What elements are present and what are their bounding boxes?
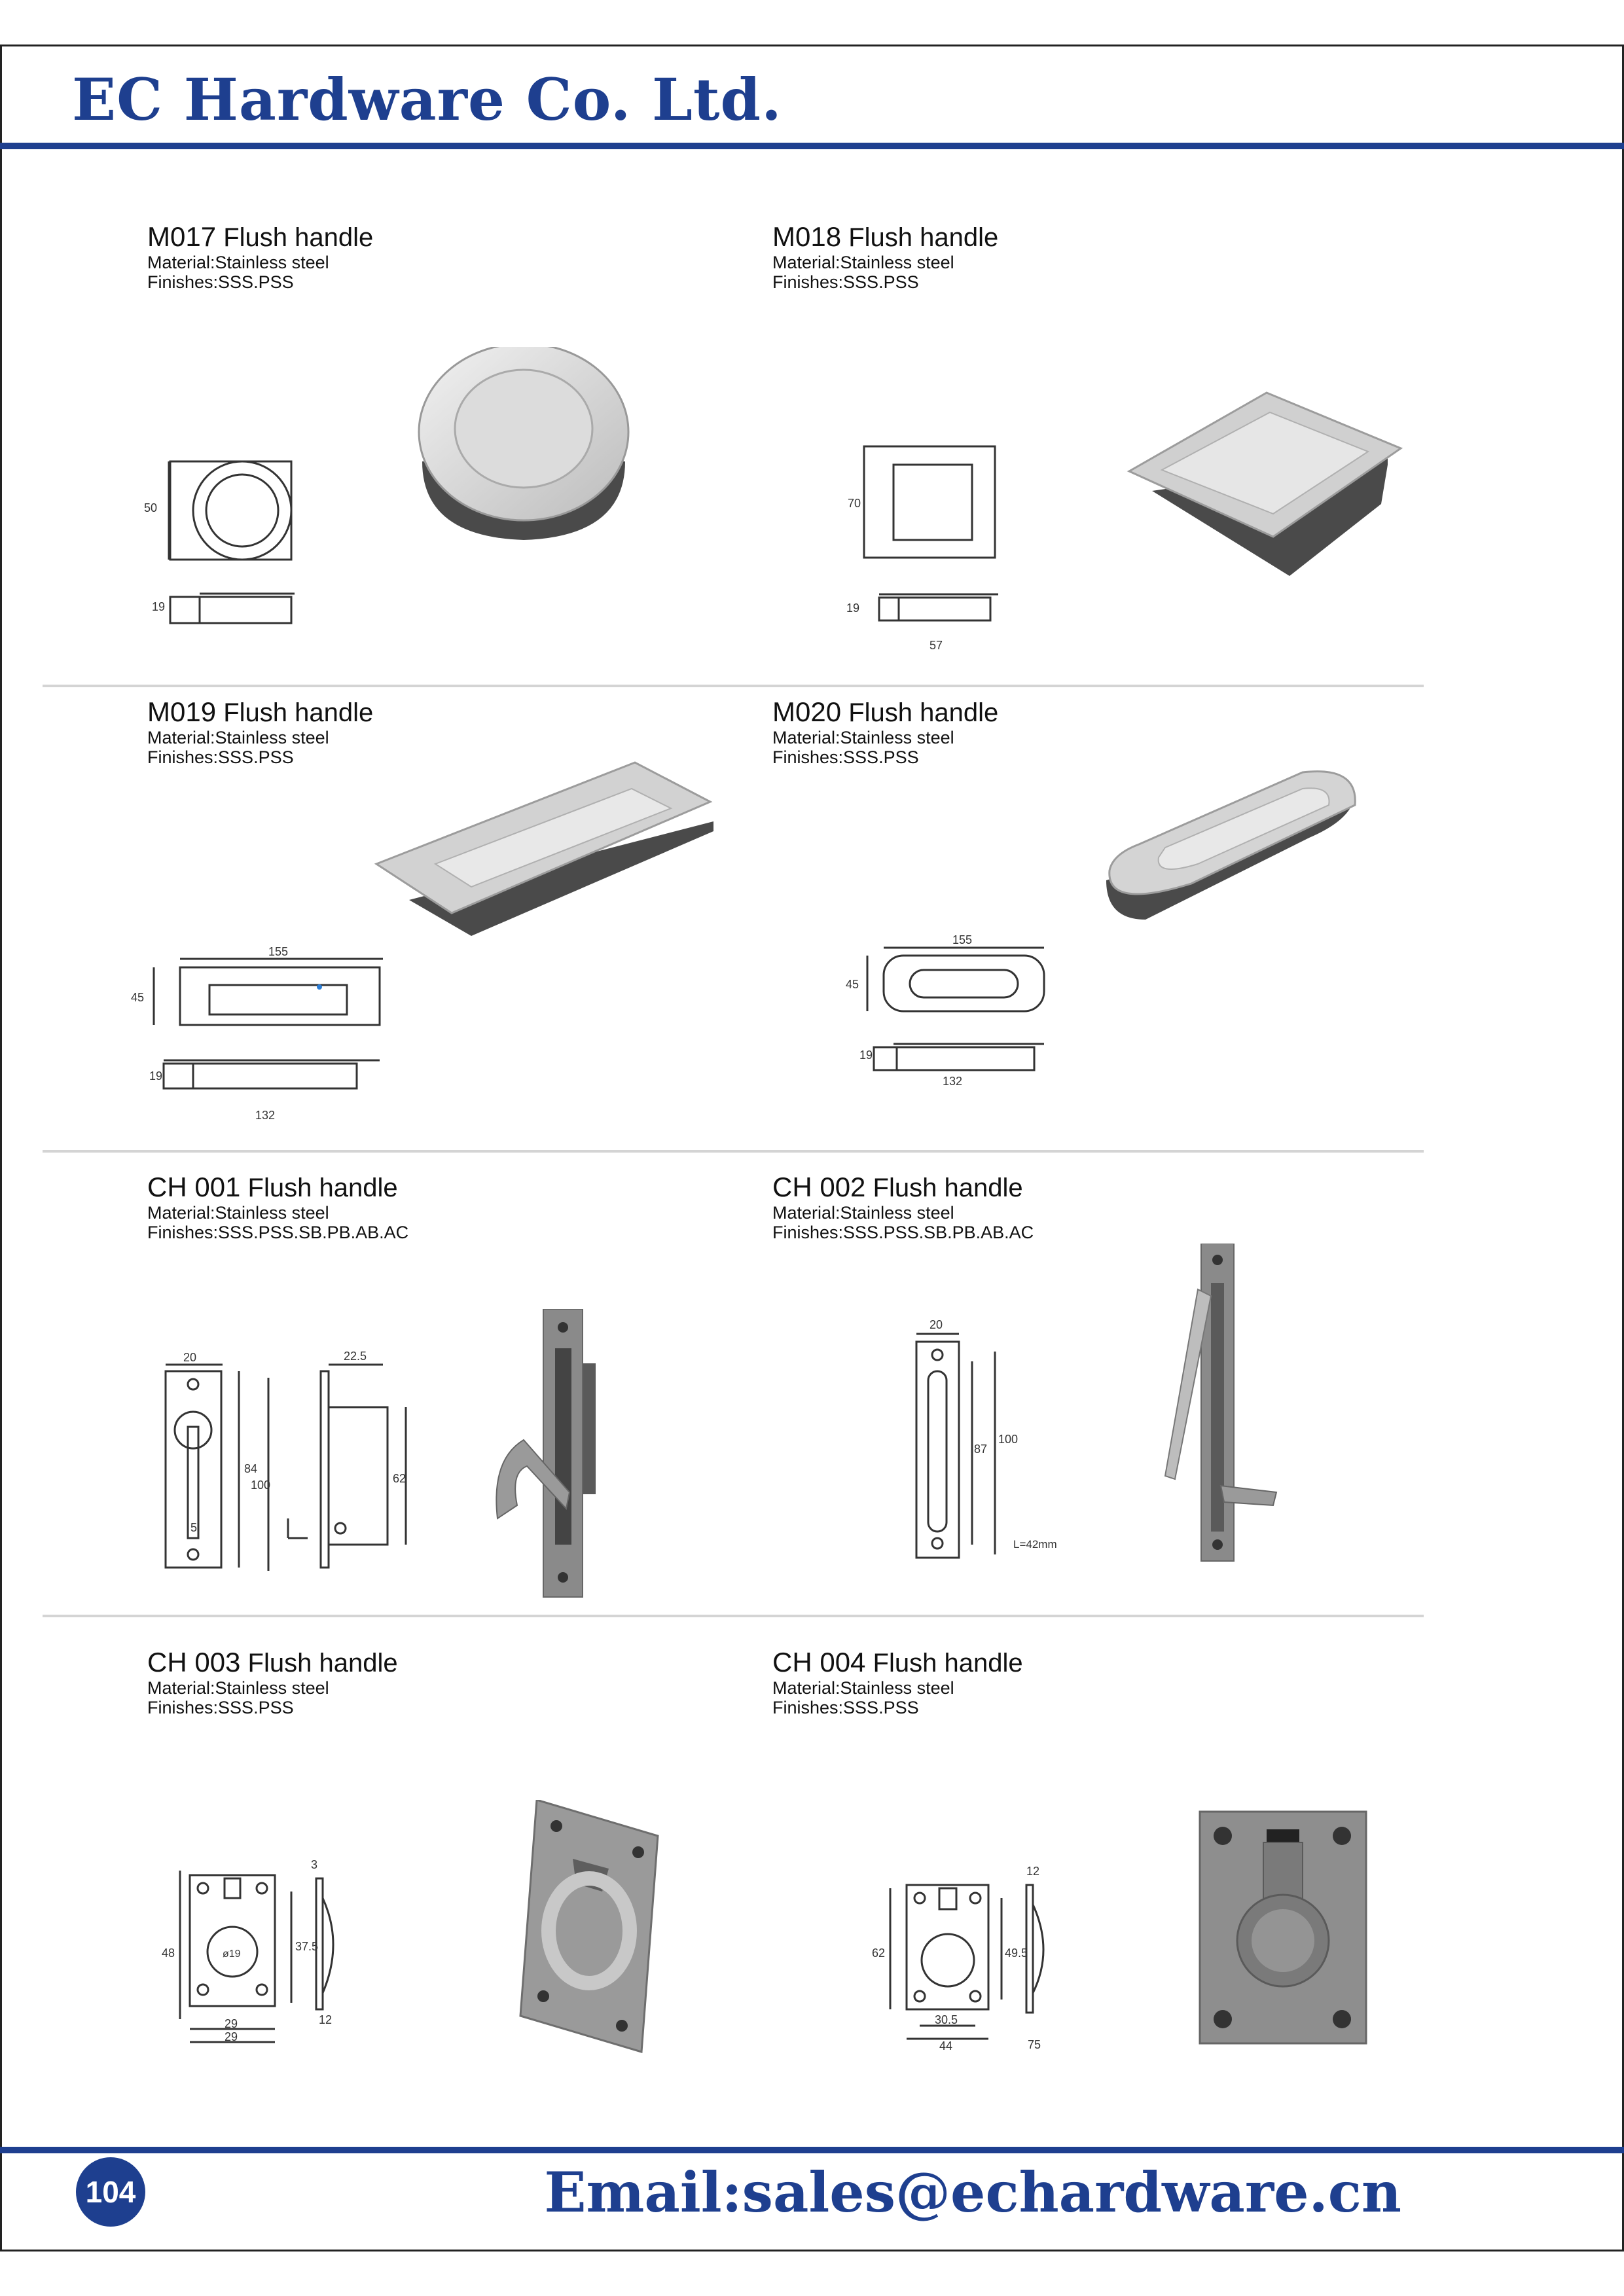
dimension-label: 75: [1028, 2038, 1041, 2051]
dimension-label: 20: [929, 1318, 943, 1331]
dimension-label: 62: [393, 1472, 406, 1485]
row-separator: [43, 1150, 1424, 1153]
dimension-label: 20: [183, 1351, 197, 1364]
dimension-label: 30.5: [935, 2013, 958, 2026]
dimension-label: 50: [144, 501, 158, 514]
product-code: CH 002: [772, 1172, 866, 1202]
product-title: [772, 696, 998, 728]
product-material: Material:Stainless steel: [772, 728, 954, 747]
product-m018: [772, 221, 998, 292]
dimension-label: 19: [859, 1049, 873, 1062]
m018-technical-drawing: [841, 439, 1011, 661]
dimension-label: 3: [311, 1858, 318, 1871]
product-m019: [147, 696, 373, 767]
product-ch001: [147, 1172, 408, 1242]
m017-technical-drawing: [137, 452, 308, 641]
product-code: M020: [772, 696, 842, 727]
header-rule: [0, 143, 1624, 149]
ch004-product-photo: [1198, 1810, 1368, 2045]
product-title: [772, 221, 998, 253]
product-code: CH 001: [147, 1172, 241, 1202]
product-finishes: Finishes:SSS.PSS: [772, 272, 919, 292]
m020-technical-drawing: [841, 929, 1064, 1100]
product-code: CH 004: [772, 1647, 866, 1677]
product-name: Flush handle: [873, 1174, 1023, 1202]
product-finishes: Finishes:SSS.PSS: [147, 747, 294, 767]
product-material: Material:Stainless steel: [147, 728, 329, 747]
product-name: Flush handle: [247, 1174, 398, 1202]
footer-rule: [0, 2147, 1624, 2153]
dimension-label: 29: [225, 2030, 238, 2043]
m018-product-photo: [1126, 386, 1414, 583]
dimension-label: L=42mm: [1013, 1538, 1057, 1551]
product-finishes: Finishes:SSS.PSS: [772, 747, 919, 767]
dimension-label: 84: [244, 1462, 258, 1475]
product-name: Flush handle: [873, 1649, 1023, 1677]
product-code: M019: [147, 696, 217, 727]
dimension-label: 155: [268, 945, 289, 958]
ch001-technical-drawing: [147, 1335, 429, 1584]
product-material: Material:Stainless steel: [772, 1678, 954, 1698]
dimension-label: 70: [848, 497, 861, 510]
company-title: EC Hardware Co. Ltd.: [72, 65, 782, 134]
dimension-label: 45: [131, 991, 145, 1004]
dimension-label: 12: [1026, 1865, 1040, 1878]
dimension-label: 132: [943, 1075, 963, 1088]
product-title: [772, 1172, 1034, 1203]
m019-product-photo: [373, 759, 713, 942]
product-finishes: Finishes:SSS.PSS.SB.PB.AB.AC: [772, 1223, 1034, 1242]
product-name: Flush handle: [247, 1649, 398, 1677]
product-title: [147, 696, 373, 728]
dimension-label: ø19: [223, 1948, 241, 1960]
dimension-label: 100: [998, 1433, 1019, 1446]
product-material: Material:Stainless steel: [772, 253, 954, 272]
dimension-label: 19: [152, 600, 166, 613]
product-name: Flush handle: [848, 223, 999, 252]
product-ch004: [772, 1647, 1023, 1717]
product-finishes: Finishes:SSS.PSS: [147, 272, 294, 292]
dimension-label: 44: [939, 2039, 953, 2053]
product-material: Material:Stainless steel: [147, 1678, 329, 1698]
dimension-label: 62: [872, 1946, 886, 1960]
dimension-label: 57: [929, 639, 943, 652]
ch003-product-photo: [511, 1800, 668, 2055]
dimension-label: 19: [846, 601, 860, 615]
dimension-label: 45: [846, 978, 859, 991]
product-title: [147, 1647, 398, 1678]
product-name: Flush handle: [848, 698, 999, 727]
product-code: CH 003: [147, 1647, 241, 1677]
product-code: M017: [147, 221, 217, 252]
ch001-product-photo: [484, 1309, 635, 1604]
dimension-label: 49.5: [1005, 1946, 1028, 1960]
product-m017: [147, 221, 373, 292]
m019-technical-drawing: [124, 942, 386, 1126]
ch003-technical-drawing: [147, 1852, 357, 2062]
product-finishes: Finishes:SSS.PSS.SB.PB.AB.AC: [147, 1223, 409, 1242]
dimension-label: 155: [952, 933, 973, 946]
product-finishes: Finishes:SSS.PSS: [147, 1698, 294, 1717]
m020-product-photo: [1093, 766, 1362, 923]
product-ch003: [147, 1647, 398, 1717]
product-name: Flush handle: [223, 223, 374, 252]
dimension-label: 29: [225, 2017, 238, 2030]
ch002-product-photo: [1159, 1244, 1303, 1571]
dimension-label: 132: [255, 1109, 276, 1122]
product-m020: [772, 696, 998, 767]
dimension-label: 12: [319, 2013, 333, 2026]
dimension-label: 19: [149, 1069, 163, 1083]
product-material: Material:Stainless steel: [772, 1203, 954, 1223]
ch004-technical-drawing: [864, 1852, 1074, 2068]
page-frame-bottom: [0, 2250, 1624, 2251]
product-finishes: Finishes:SSS.PSS: [772, 1698, 919, 1717]
dimension-label: 48: [162, 1946, 175, 1960]
product-title: [772, 1647, 1023, 1678]
product-material: Material:Stainless steel: [147, 253, 329, 272]
dimension-label: 87: [974, 1443, 988, 1456]
dimension-label: 5: [190, 1521, 198, 1534]
dimension-label: 22.5: [344, 1350, 367, 1363]
product-name: Flush handle: [223, 698, 374, 727]
product-ch002: [772, 1172, 1034, 1242]
product-title: [147, 221, 373, 253]
dimension-label: 37.5: [295, 1940, 319, 1953]
page-number: 104: [76, 2157, 145, 2227]
m017-product-photo: [409, 347, 638, 543]
contact-email[interactable]: Email:sales@echardware.cn: [544, 2160, 1401, 2225]
product-material: Material:Stainless steel: [147, 1203, 329, 1223]
row-separator: [43, 1615, 1424, 1617]
product-title: [147, 1172, 408, 1203]
row-separator: [43, 685, 1424, 687]
ch002-technical-drawing: [897, 1309, 1093, 1571]
dimension-label: 100: [251, 1479, 271, 1492]
product-code: M018: [772, 221, 842, 252]
